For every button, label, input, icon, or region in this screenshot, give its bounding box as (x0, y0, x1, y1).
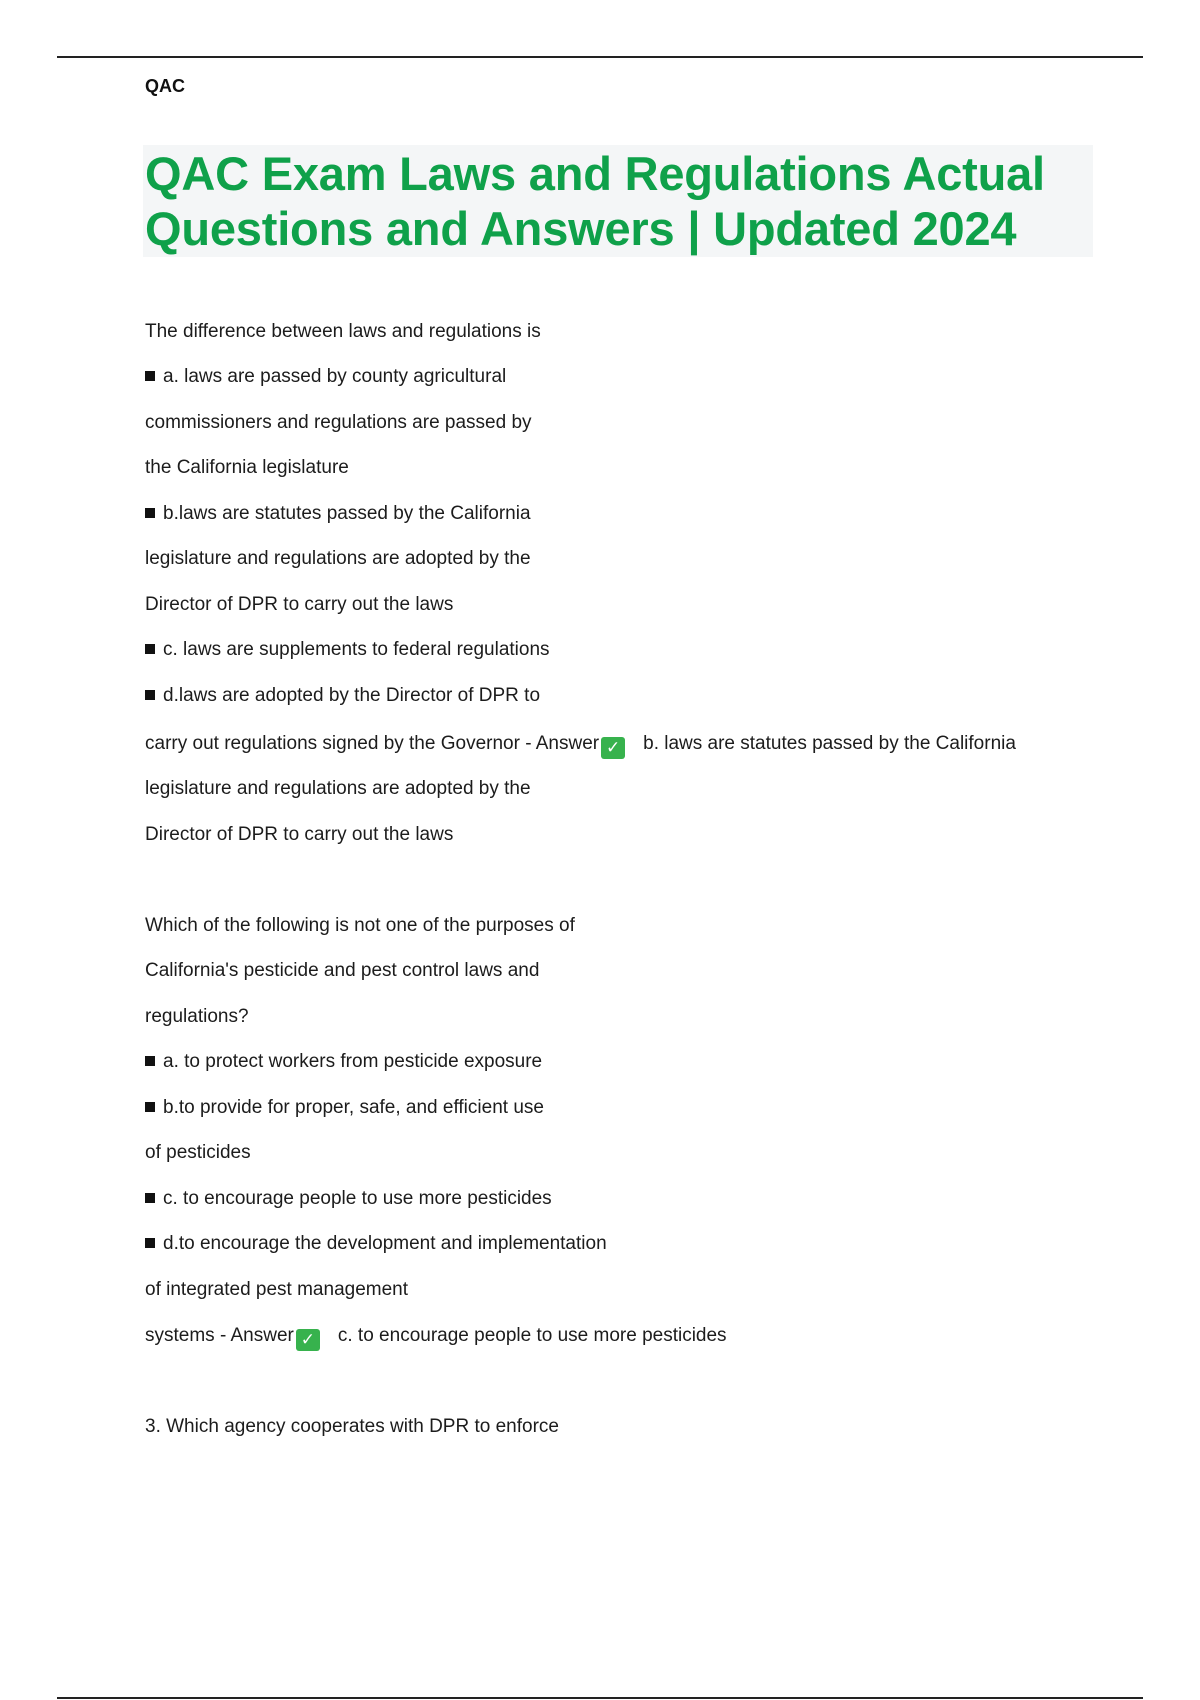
q2-option-b-cont: of pesticides (145, 1142, 251, 1163)
q1-answer-cont: legislature and regulations are adopted by the (145, 778, 531, 799)
title-line-1: QAC Exam Laws and Regulations Actual (145, 147, 1045, 200)
square-bullet-icon (145, 371, 155, 381)
check-mark-icon: ✓ (296, 1329, 320, 1351)
title-line-2: Questions and Answers | Updated 2024 (145, 202, 1017, 255)
q1-option-a: a. laws are passed by county agricultural (145, 365, 506, 389)
bottom-rule (57, 1697, 1143, 1699)
q1-option-d: d.laws are adopted by the Director of DPR to (145, 684, 540, 708)
q2-stem: Which of the following is not one of the purposes of (145, 915, 575, 936)
square-bullet-icon (145, 644, 155, 654)
q1-option-c: c. laws are supplements to federal regulations (145, 638, 550, 662)
q2-option-b: b.to provide for proper, safe, and efficient use (145, 1096, 544, 1120)
top-rule (57, 56, 1143, 58)
document-title (143, 145, 1093, 257)
q2-option-c: c. to encourage people to use more pesticides (145, 1187, 552, 1211)
q1-option-a-cont: commissioners and regulations are passed by (145, 412, 532, 433)
q1-option-b: b.laws are statutes passed by the California (145, 502, 531, 526)
q1-option-a-cont: the California legislature (145, 457, 349, 478)
q1-answer: b. laws are statutes passed by the California (643, 733, 1016, 754)
q2-option-d-cont: of integrated pest management (145, 1279, 409, 1300)
check-mark-icon: ✓ (601, 737, 625, 759)
q1-option-d-answer: carry out regulations signed by the Governor - Answer ✓ b. laws are statutes passed by the California (145, 733, 1016, 757)
square-bullet-icon (145, 690, 155, 700)
q3-stem: 3. Which agency cooperates with DPR to enforce (145, 1416, 559, 1437)
square-bullet-icon (145, 508, 155, 518)
q1-answer-cont: Director of DPR to carry out the laws (145, 824, 454, 845)
q1-option-b-cont: Director of DPR to carry out the laws (145, 594, 454, 615)
square-bullet-icon (145, 1238, 155, 1248)
q2-stem-cont: regulations? (145, 1006, 249, 1027)
q1-stem: The difference between laws and regulations is (145, 321, 541, 342)
q1-option-b-cont: legislature and regulations are adopted by the (145, 548, 531, 569)
q2-stem-cont: California's pesticide and pest control laws and (145, 960, 540, 981)
q2-option-d-answer: systems - Answer ✓ c. to encourage people to use more pesticides (145, 1325, 727, 1349)
square-bullet-icon (145, 1056, 155, 1066)
square-bullet-icon (145, 1193, 155, 1203)
square-bullet-icon (145, 1102, 155, 1112)
q2-option-a: a. to protect workers from pesticide exposure (145, 1050, 542, 1074)
header-label: QAC (145, 76, 185, 96)
q2-answer: c. to encourage people to use more pesticides (337, 1325, 727, 1346)
q2-option-d: d.to encourage the development and implementation (145, 1232, 607, 1256)
